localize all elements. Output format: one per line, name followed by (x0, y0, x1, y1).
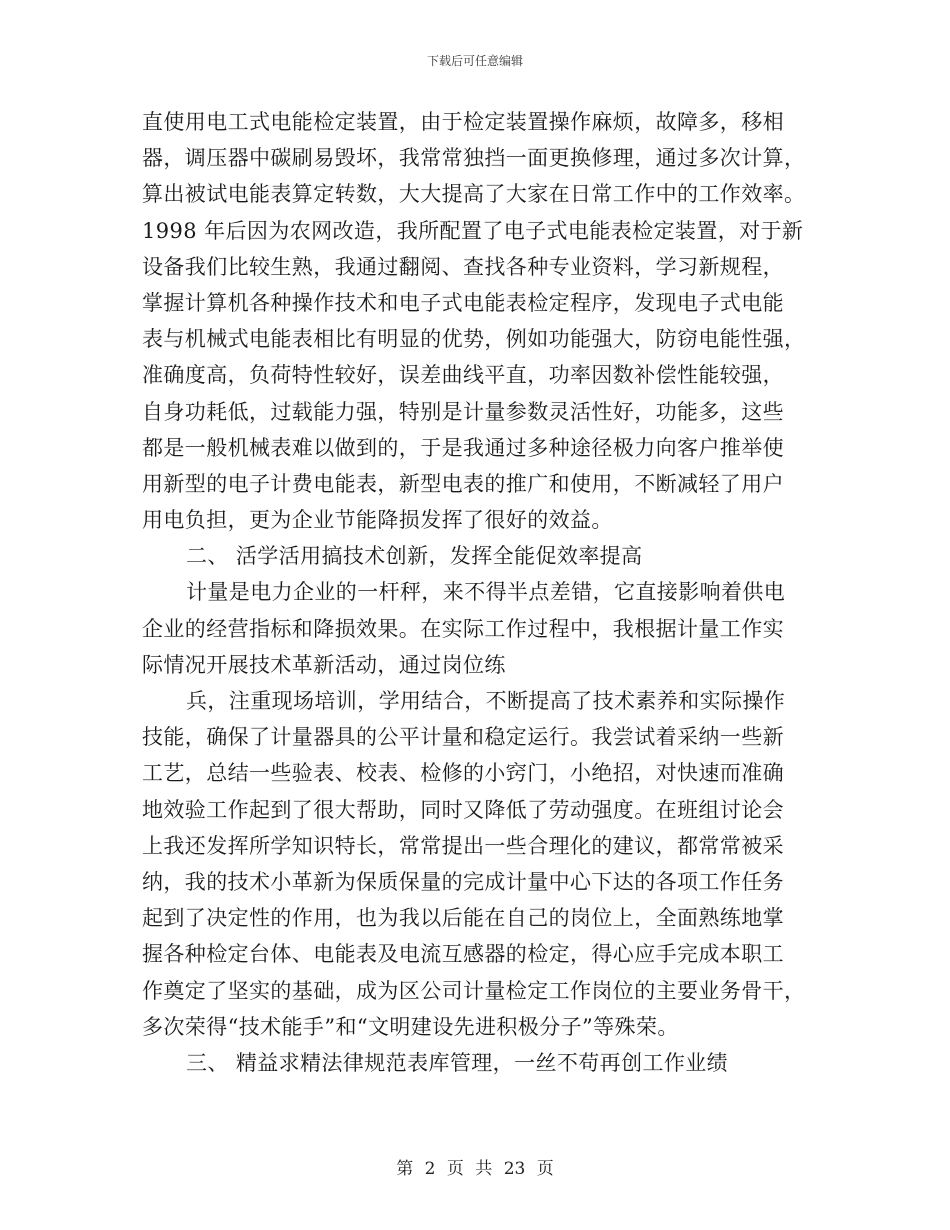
text-line: 作奠定了坚实的基础，成为区公司计量检定工作岗位的主要业务骨干， (142, 978, 806, 1003)
text-line: 准确度高，负荷特性较好，误差曲线平直，功率因数补偿性能较强， (142, 363, 784, 388)
text-line: 掌握计算机各种操作技术和电子式电能表检定程序，发现电子式电能 (142, 290, 784, 315)
text-line: 自身功耗低，过载能力强，特别是计量参数灵活性好，功能多，这些 (142, 399, 784, 424)
document-body (142, 104, 812, 1081)
text-line: 握各种检定台体、电能表及电流互感器的检定，得心应手完成本职工 (142, 942, 784, 967)
text-line: 工艺，总结一些验表、校表、检修的小窍门，小绝招，对快速而准确 (142, 761, 784, 786)
text-line: 都是一般机械表难以做到的，于是我通过多种途径极力向客户推举使 (142, 435, 784, 460)
text-line: 企业的经营指标和降损效果。在实际工作过程中，我根据计量工作实 (142, 616, 784, 641)
text-line: 计量是电力企业的一杆秤，来不得半点差错，它直接影响着供电 (186, 580, 786, 605)
text-line: 1998 年后因为农网改造，我所配置了电子式电能表检定装置，对于新 (142, 218, 804, 243)
text-line: 二、 活学活用搞技术创新，发挥全能促效率提高 (186, 544, 643, 569)
text-line: 器，调压器中碳刷易毁坏，我常常独挡一面更换修理，通过多次计算， (142, 146, 806, 171)
text-line: 纳，我的技术小革新为保质保量的完成计量中心下达的各项工作任务 (142, 869, 784, 894)
text-line: 技能，确保了计量器具的公平计量和稳定运行。我尝试着采纳一些新 (142, 725, 784, 750)
text-line: 起到了决定性的作用，也为我以后能在自己的岗位上，全面熟练地掌 (142, 906, 784, 931)
page-footer: 第 2 页 共 23 页 (396, 1159, 554, 1179)
text-line: 上我还发挥所学知识特长，常常提出一些合理化的建议，都常常被采 (142, 833, 784, 858)
text-line: 多次荣得“技术能手”和“文明建设先进积极分子”等殊荣。 (142, 1014, 679, 1039)
text-line: 际情况开展技术革新活动，通过岗位练 (142, 652, 506, 677)
text-line: 设备我们比较生熟，我通过翻阅、查找各种专业资料，学习新规程， (142, 254, 784, 279)
page-header: 下载后可任意编辑 (426, 54, 523, 68)
text-line: 三、 精益求精法律规范表库管理，一丝不苟再创工作业绩 (186, 1050, 729, 1075)
text-line: 表与机械式电能表相比有明显的优势，例如功能强大，防窃电能性强， (142, 327, 806, 352)
text-line: 用新型的电子计费电能表，新型电表的推广和使用，不断减轻了用户 (142, 471, 784, 496)
text-line: 算出被试电能表算定转数，大大提高了大家在日常工作中的工作效率。 (142, 182, 806, 207)
text-line: 直使用电工式电能检定装置，由于检定装置操作麻烦，故障多，移相 (142, 110, 784, 134)
text-line: 地效验工作起到了很大帮助，同时又降低了劳动强度。在班组讨论会 (142, 797, 784, 822)
text-line: 用电负担，更为企业节能降损发挥了很好的效益。 (142, 508, 613, 533)
text-line: 兵，注重现场培训，学用结合，不断提高了技术素养和实际操作 (186, 689, 786, 713)
